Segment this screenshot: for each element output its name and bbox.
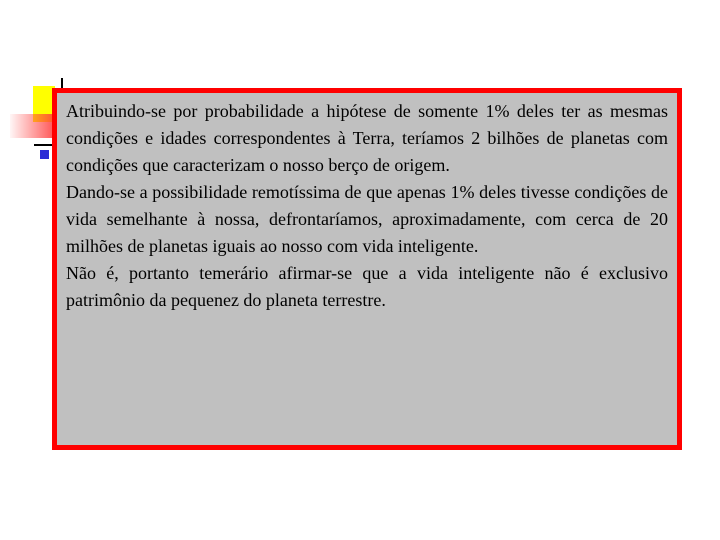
decorative-horizontal-line	[34, 144, 54, 146]
paragraph-1: Atribuindo-se por probabilidade a hipótese de somente 1% deles ter as mesmas condições e idades correspondentes à Terra, teríamos 2 bilhões de planetas com condições que caracterizam o nosso berço de origem.	[66, 101, 668, 175]
text-box	[52, 88, 682, 450]
decorative-red-bar	[10, 114, 56, 138]
decorative-blue-square	[40, 150, 49, 159]
paragraph-3: Não é, portanto temerário afirmar-se que a vida inteligente não é exclusivo patrimônio da pequenez do planeta terrestre.	[66, 263, 668, 310]
decorative-vertical-line	[61, 78, 63, 88]
paragraph-2: Dando-se a possibilidade remotíssima de que apenas 1% deles tivesse condições de vida semelhante à nossa, defrontaríamos, aproximadamente, com cerca de 20 milhões de planetas iguais ao nosso com vida inteligente.	[66, 182, 668, 256]
